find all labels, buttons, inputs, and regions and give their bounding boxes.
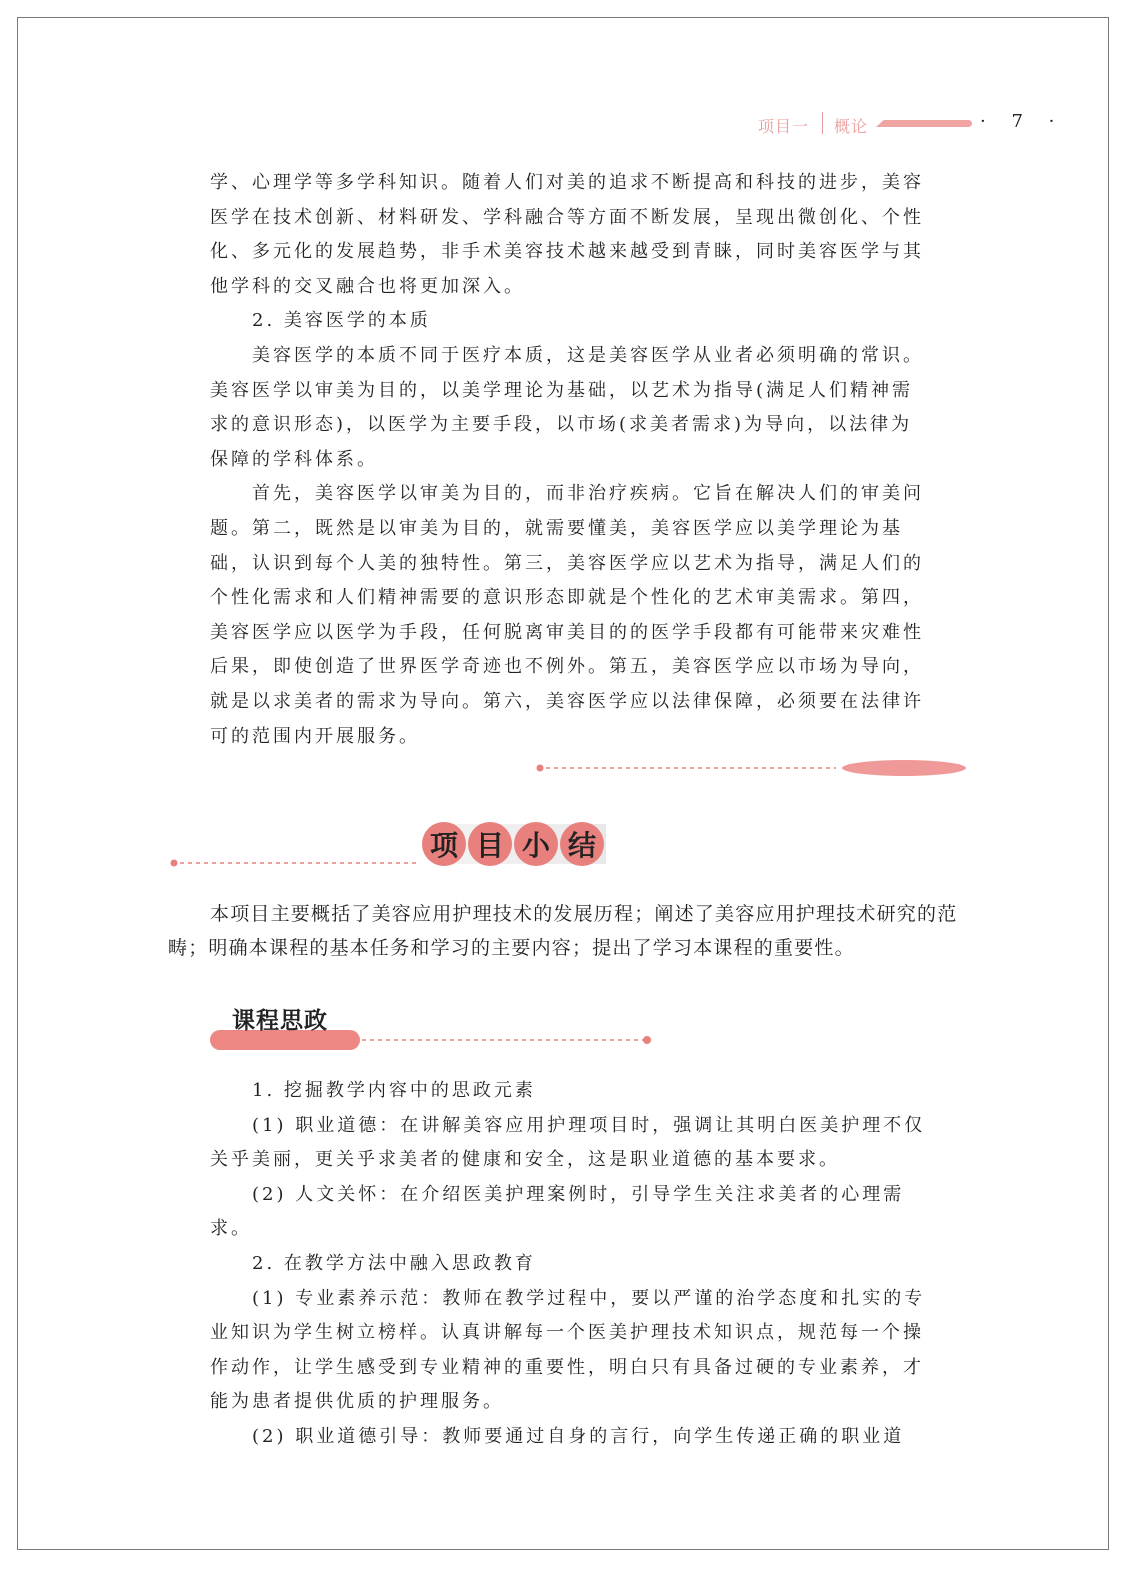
paragraph: (1) 职业道德：在讲解美容应用护理项目时，强调让其明白医美护理不仅关乎美丽，更关乎求美者的健康和安全，这是职业道德的基本要求。 xyxy=(210,1114,926,1171)
summary-title-char-circle xyxy=(560,822,604,866)
body-text-ideology xyxy=(210,1074,930,1455)
header-chapter-label: 概论 xyxy=(834,119,869,136)
paragraph: (2) 职业道德引导：教师要通过自身的言行，向学生传递正确的职业道 xyxy=(252,1425,905,1447)
ideology-heading-dash xyxy=(362,1034,652,1046)
summary-title-char: 目 xyxy=(475,829,504,862)
summary-title-char-circle xyxy=(468,822,512,866)
summary-text xyxy=(168,898,968,966)
summary-title xyxy=(422,822,606,870)
ideology-heading xyxy=(210,1002,660,1052)
summary-heading xyxy=(166,820,626,876)
paragraph: 美容医学的本质不同于医疗本质，这是美容医学从业者必须明确的常识。美容医学以审美为目的，以美学理论为基础，以艺术为指导(满足人们精神需求的意识形态)，以医学为主要手段，以市场(求美者需求)为导向，以法律为保障的学科体系。 xyxy=(210,344,924,470)
summary-title-char: 小 xyxy=(521,829,550,862)
summary-title-char-circle xyxy=(514,822,558,866)
paragraph: 学、心理学等多学科知识。随着人们对美的追求不断提高和科技的进步，美容医学在技术创新、材料研发、学科融合等方面不断发展，呈现出微创化、个性化、多元化的发展趋势，非手术美容技术越来越受到青睐，同时美容医学与其他学科的交叉融合也将更加深入。 xyxy=(210,172,924,297)
paragraph: 2. 在教学方法中融入思政教育 xyxy=(252,1252,536,1274)
paragraph: 2. 美容医学的本质 xyxy=(252,310,431,332)
summary-title-char-circle xyxy=(422,822,466,866)
body-text-top xyxy=(210,166,930,754)
paragraph: 首先，美容医学以审美为目的，而非治疗疾病。它旨在解决人们的审美问题。第二，既然是以审美为目的，就需要懂美，美容医学应以美学理论为基础，认识到每个人美的独特性。第三，美容医学应以艺术为指导，满足人们的个性化需求和人们精神需要的意识形态即就是个性化的艺术审美需求。第四，美容医学应以医学为手段，任何脱离审美目的的医学手段都有可能带来灾难性后果，即使创造了世界医学奇迹也不例外。第五，美容医学应以市场为导向，就是以求美者的需求为导向。第六，美容医学应以法律保障，必须要在法律许可的范围内开展服务。 xyxy=(210,483,924,747)
summary-heading-dash xyxy=(170,858,420,868)
page-number: · 7 · xyxy=(980,111,1065,132)
header-divider xyxy=(822,112,823,134)
paragraph: (2) 人文关怀：在介绍医美护理案例时，引导学生关注求美者的心理需求。 xyxy=(210,1183,905,1240)
ideology-title: 课程思政 xyxy=(232,1008,328,1034)
summary-title-char: 项 xyxy=(429,829,458,862)
section-divider-decoration xyxy=(536,758,966,778)
header-project-label: 项目一 xyxy=(758,119,810,136)
page xyxy=(17,17,1109,1550)
summary-title-char: 结 xyxy=(567,829,596,862)
paragraph: 1. 挖掘教学内容中的思政元素 xyxy=(252,1080,536,1101)
paragraph: (1) 专业素养示范：教师在教学过程中，要以严谨的治学态度和扎实的专业知识为学生树立榜样。认真讲解每一个医美护理技术知识点，规范每一个操作动作，让学生感受到专业精神的重要性，明白只有具备过硬的专业素养，才能为患者提供优质的护理服务。 xyxy=(210,1287,926,1413)
running-header xyxy=(758,110,1078,140)
summary-paragraph: 本项目主要概括了美容应用护理技术的发展历程；阐述了美容应用护理技术研究的范畴；明确本课程的基本任务和学习的主要内容；提出了学习本课程的重要性。 xyxy=(168,904,958,959)
header-accent-bar xyxy=(876,120,972,127)
